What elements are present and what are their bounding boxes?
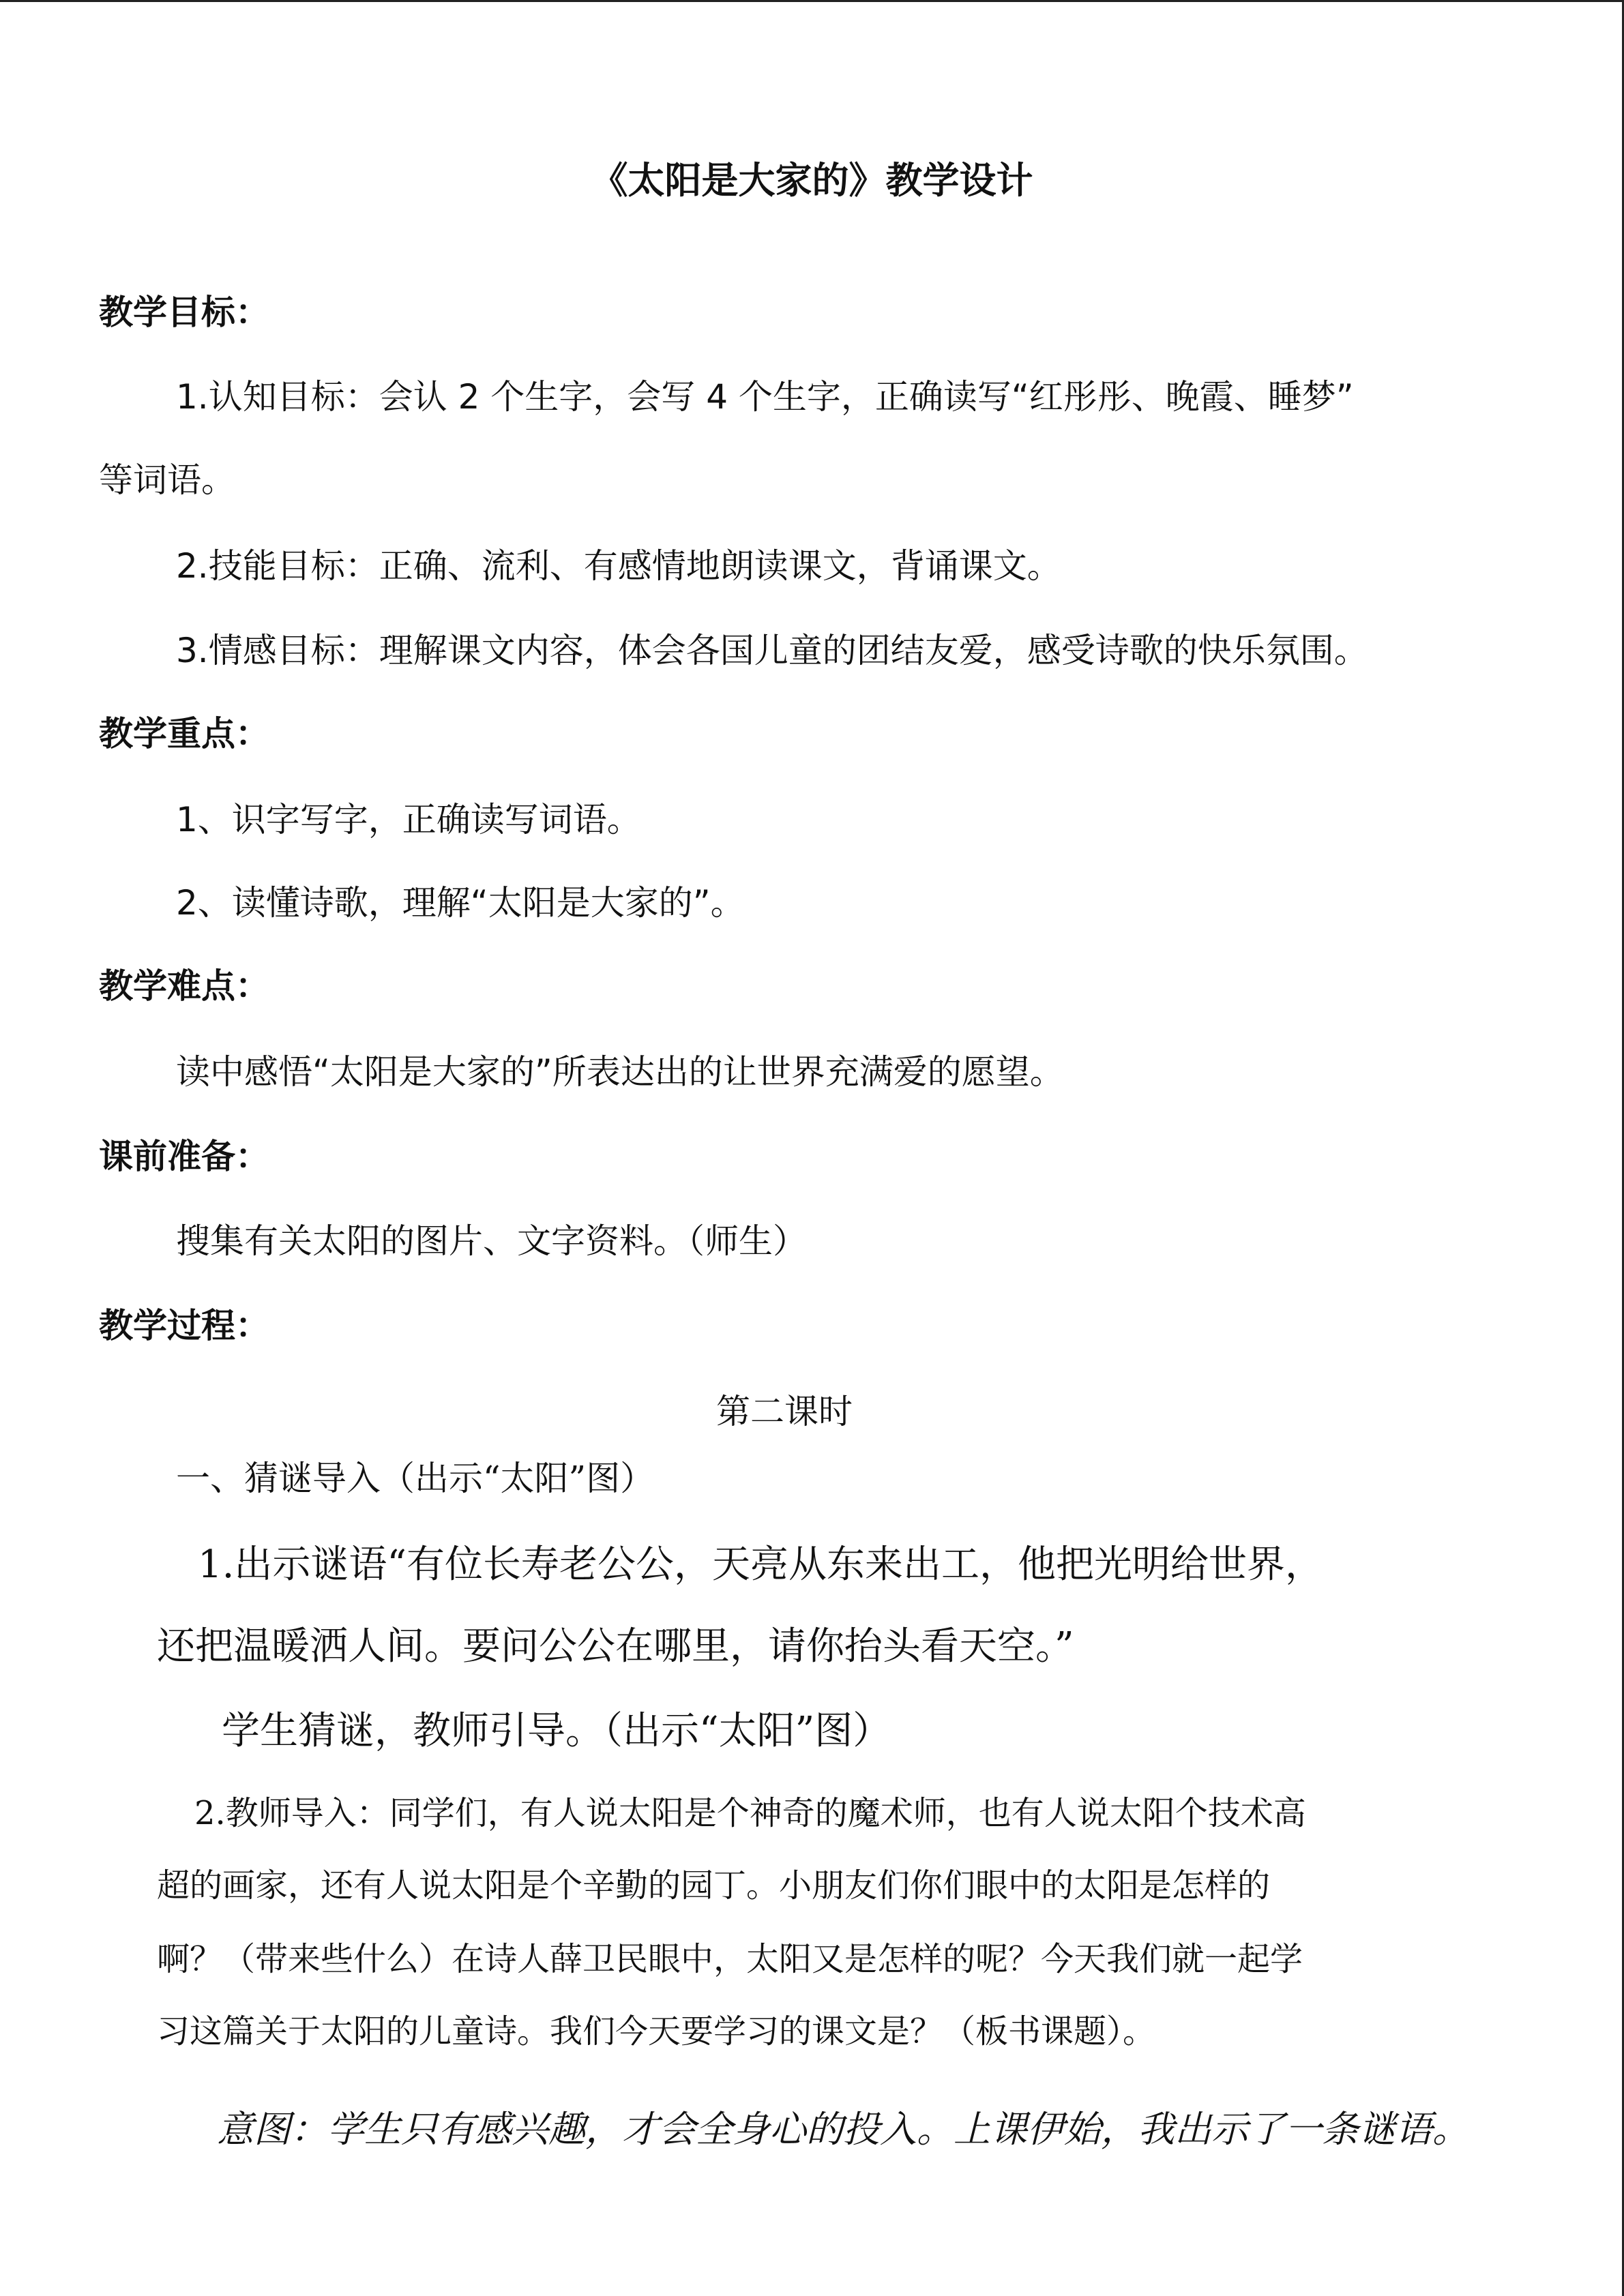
objectives-heading: 教学目标：: [99, 293, 269, 332]
intro-line-2: 超的画家，还有人说太阳是个辛勤的园丁。小朋友们你们眼中的太阳是怎样的: [157, 1866, 1271, 1905]
objective-3: 3.情感目标：理解课文内容，体会各国儿童的团结友爱，感受诗歌的快乐氛围。: [176, 631, 1368, 670]
objective-2: 2.技能目标：正确、流利、有感情地朗读课文，背诵课文。: [176, 546, 1061, 586]
difficulty-text: 读中感悟“太阳是大家的”所表达出的让世界充满爱的愿望。: [176, 1052, 1064, 1092]
doc-title: 《太阳是大家的》教学设计: [591, 159, 1033, 202]
key-point-1: 1、识字写字，正确读写词语。: [176, 800, 641, 839]
session-label: 第二课时: [716, 1392, 853, 1431]
process-heading: 教学过程：: [99, 1306, 269, 1345]
intro-line-3: 啊？（带来些什么）在诗人薛卫民眼中，太阳又是怎样的呢？今天我们就一起学: [157, 1940, 1303, 1978]
key-point-2: 2、读懂诗歌，理解“太阳是大家的”。: [176, 883, 745, 923]
page-top-border: [0, 0, 1624, 2]
difficulties-heading: 教学难点：: [99, 966, 269, 1006]
intro-line-4: 习这篇关于太阳的儿童诗。我们今天要学习的课文是？（板书课题）。: [157, 2012, 1156, 2051]
preparation-heading: 课前准备：: [99, 1137, 269, 1176]
objective-1-line-1: 1.认知目标：会认 2 个生字，会写 4 个生字，正确读写“红彤彤、晚霞、睡梦”: [176, 377, 1354, 417]
guess-line: 学生猜谜，教师引导。（出示“太阳”图）: [222, 1709, 891, 1753]
riddle-line-1: 1.出示谜语“有位长寿老公公，天亮从东来出工，他把光明给世界，: [198, 1542, 1324, 1587]
key-points-heading: 教学重点：: [99, 714, 269, 754]
objective-1-line-2: 等词语。: [99, 460, 235, 500]
intent-line: 意图：学生只有感兴趣，才会全身心的投入。上课伊始，我出示了一条谜语。: [217, 2108, 1469, 2151]
step-1-heading: 一、猜谜导入（出示“太阳”图）: [176, 1459, 655, 1498]
preparation-text: 搜集有关太阳的图片、文字资料。（师生）: [176, 1221, 807, 1261]
intro-line-1: 2.教师导入：同学们，有人说太阳是个神奇的魔术师，也有人说太阳个技术高: [194, 1794, 1306, 1832]
riddle-line-2: 还把温暖洒人间。要问公公在哪里，请你抬头看天空。”: [157, 1624, 1074, 1669]
